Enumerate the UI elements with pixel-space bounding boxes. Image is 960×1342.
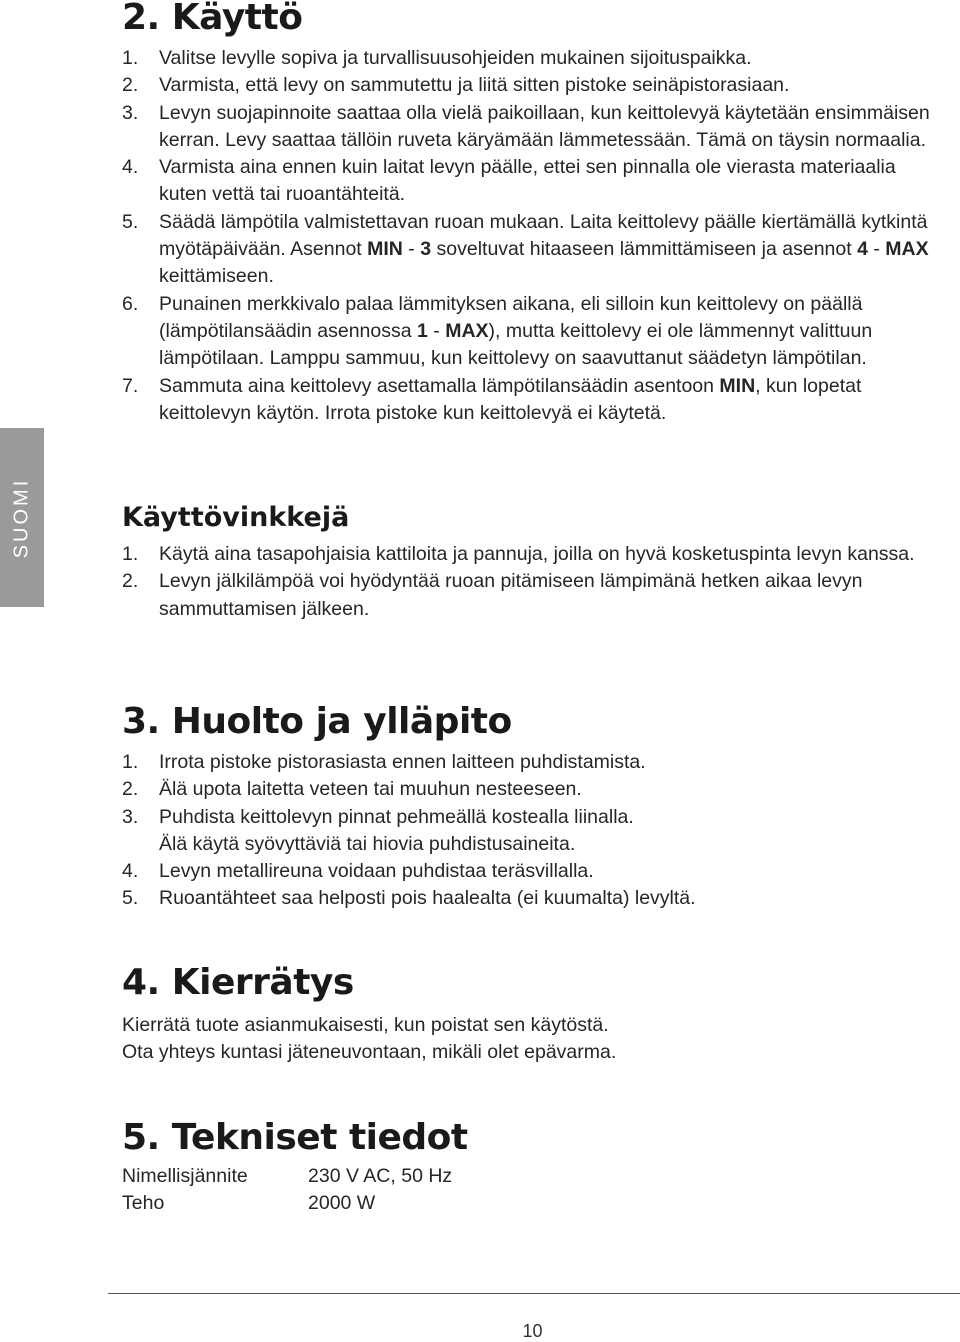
list-item-text: - [427, 319, 446, 342]
spec-value: 2000 W [308, 1192, 376, 1215]
list-item-text: Puhdista keittolevyn pinnat pehmeällä kostealla liinalla. [159, 805, 634, 828]
list-item [122, 100, 942, 155]
list-item-text: Valitse levylle sopiva ja turvallisuusohjeiden mukainen sijoituspaikka. [159, 47, 752, 69]
list-item-text: , kun lopetat keittolevyn käytön. Irrota pistoke kun keittolevyä ei käytetä. [159, 374, 862, 424]
emphasis-text: 1 [417, 319, 428, 342]
usage-list [122, 45, 942, 427]
list-item-text: Älä käytä syövyttäviä tai hiovia puhdistusaineita. [159, 832, 576, 855]
list-item [122, 804, 696, 859]
list-item-number: 6. [122, 292, 139, 315]
list-item-number: 3. [122, 101, 139, 124]
list-item [122, 154, 942, 209]
section-title-tips: Käyttövinkkejä [122, 502, 350, 533]
emphasis-text: MAX [445, 319, 489, 342]
section-title-specs: 5. Tekniset tiedot [122, 1117, 468, 1158]
list-item-text: keittämiseen. [159, 265, 274, 288]
section-title-maintenance: 3. Huolto ja ylläpito [122, 701, 512, 742]
list-item-number: 4. [122, 156, 139, 179]
recycling-text [122, 1012, 616, 1067]
list-item [122, 209, 942, 291]
list-item-text: Levyn jälkilämpöä voi hyödyntää ruoan pitämiseen lämpimänä hetken aikaa levyn sammuttamisen jälkeen. [159, 570, 863, 620]
list-item-number: 5. [122, 887, 139, 910]
list-item-text: Älä upota laitetta veteen tai muuhun nesteeseen. [159, 778, 582, 801]
recycling-line-2: Ota yhteys kuntasi jäteneuvontaan, mikäli olet epävarma. [122, 1041, 617, 1064]
list-item-text: ), mutta keittolevy ei ole lämmennyt valittuun lämpötilaan. Lamppu sammuu, kun keittolevy on saavuttanut säädetyn lämpötilan. [159, 319, 873, 370]
tips-list [122, 541, 942, 623]
emphasis-text: 3 [420, 238, 432, 261]
list-item-text: Käytä aina tasapohjaisia kattiloita ja pannuja, joilla on hyvä kosketuspinta levyn kanssa. [159, 543, 915, 565]
list-item [122, 291, 942, 373]
list-item [122, 541, 942, 568]
emphasis-text: MIN [367, 238, 403, 261]
page-number: 10 [522, 1321, 543, 1341]
list-item [122, 858, 696, 885]
list-item [122, 749, 696, 776]
list-item-text: Säädä lämpötila valmistettavan ruoan mukaan. Laita keittolevy päälle kiertämällä kytkintä myötäpäivään. Asennot [159, 210, 928, 261]
spec-label: Teho [122, 1192, 165, 1215]
list-item-number: 1. [122, 751, 139, 773]
list-item [122, 45, 942, 72]
list-item-number: 2. [122, 74, 139, 97]
spec-row [122, 1190, 452, 1217]
list-item-number: 3. [122, 805, 139, 828]
list-item-text: Levyn metallireuna voidaan puhdistaa teräsvillalla. [159, 860, 594, 883]
list-item-text: Varmista, että levy on sammutettu ja liitä sitten pistoke seinäpistorasiaan. [159, 74, 790, 97]
list-item-number: 1. [122, 543, 139, 565]
section-title-usage: 2. Käyttö [122, 0, 303, 38]
list-item-number: 4. [122, 860, 139, 883]
language-tab-label: SUOMI [10, 477, 33, 558]
list-item-number: 2. [122, 778, 139, 801]
list-item [122, 373, 942, 428]
recycling-line-1: Kierrätä tuote asianmukaisesti, kun poistat sen käytöstä. [122, 1014, 609, 1036]
list-item [122, 568, 942, 623]
list-item [122, 776, 696, 803]
section-title-recycling: 4. Kierrätys [122, 962, 354, 1003]
list-item-number: 2. [122, 570, 139, 593]
list-item [122, 72, 942, 99]
spec-row [122, 1163, 452, 1190]
list-item [122, 885, 696, 912]
list-item-text: Punainen merkkivalo palaa lämmityksen aikana, eli silloin kun keittolevy on päällä (lämpötilansäädin asennossa [159, 292, 863, 342]
language-tab [0, 428, 44, 607]
list-item-text: Levyn suojapinnoite saattaa olla vielä paikoillaan, kun keittolevyä käytetään ensimmäisen kerran. Levy saattaa tällöin ruveta käryämään lämmetessään. Tämä on täysin normaalia. [159, 101, 930, 151]
list-item-text: - [867, 238, 886, 261]
list-item-text: Irrota pistoke pistorasiasta ennen laitteen puhdistamista. [159, 751, 646, 773]
emphasis-text: MIN [719, 374, 756, 397]
spec-table [122, 1163, 452, 1218]
emphasis-text: MAX [885, 238, 929, 261]
list-item-text: Varmista aina ennen kuin laitat levyn päälle, ettei sen pinnalla ole vierasta materiaalia kuten vettä tai ruoantähteitä. [159, 156, 896, 206]
list-item-text: Sammuta aina keittolevy asettamalla lämpötilansäädin asentoon [159, 374, 720, 397]
list-item-text: soveltuvat hitaaseen lämmittämiseen ja asennot [431, 238, 858, 261]
list-item-text: Ruoantähteet saa helposti pois haalealta (ei kuumalta) levyltä. [159, 887, 696, 910]
list-item-number: 5. [122, 210, 139, 233]
list-item-number: 7. [122, 374, 139, 397]
spec-label: Nimellisjännite [122, 1165, 248, 1187]
list-item-text: - [402, 238, 421, 261]
list-item-number: 1. [122, 47, 139, 69]
spec-value: 230 V AC, 50 Hz [308, 1165, 453, 1187]
footer-divider [108, 1293, 960, 1294]
emphasis-text: 4 [857, 238, 868, 261]
maintenance-list [122, 749, 696, 913]
